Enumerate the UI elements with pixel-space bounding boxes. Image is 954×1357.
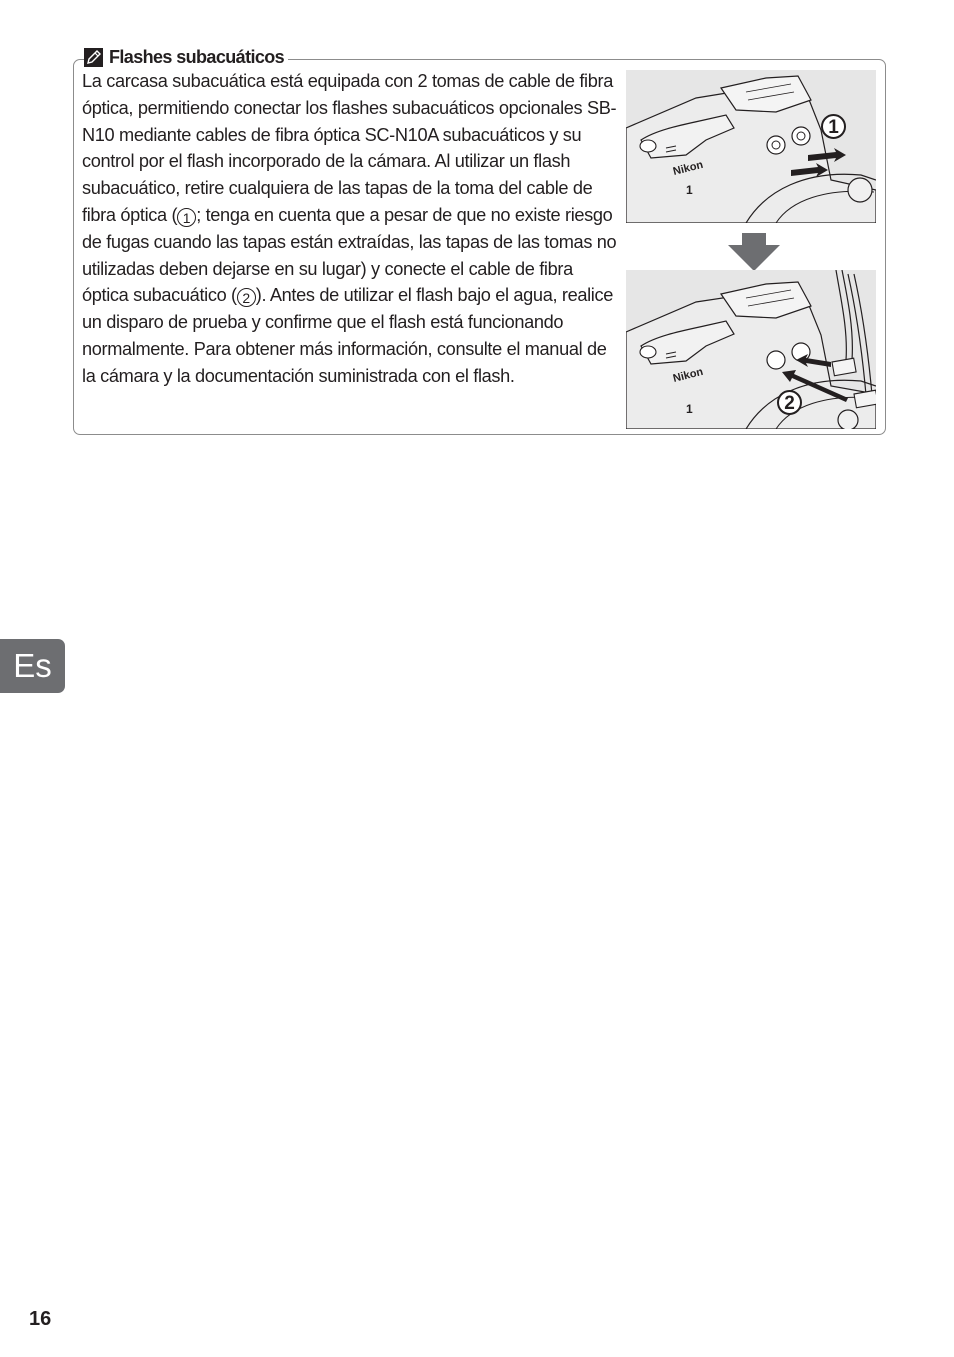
- brand-label-top: Nikon: [671, 158, 705, 178]
- note-title: Flashes subacuáticos: [109, 46, 285, 67]
- step-marker-2: 2: [777, 390, 802, 415]
- model-label-bottom: 1: [686, 402, 693, 416]
- model-label-top: 1: [686, 183, 693, 197]
- illustration-connect-cable: [626, 270, 876, 429]
- illustration-remove-cap: [626, 70, 876, 223]
- note-text-part1: La carcasa subacuática está equipada con 2 tomas de cable de fibra óptica, permitiendo conectar los flashes subacuáticos opcionales SB-N10 mediante cables de fibra óptica SC-N10A subacuáticos y su control por el flash incorporado de la cámara. Al utilizar un flash subacuático, retire cualquiera de las tapas de la toma del cable de fibra óptica (: [82, 71, 617, 225]
- camera-housing-drawing-top: [626, 70, 876, 223]
- step-marker-1: 1: [821, 114, 846, 139]
- note-body: [82, 68, 617, 390]
- arrow-down-icon: [728, 233, 780, 271]
- page-number: 16: [29, 1308, 52, 1330]
- camera-housing-drawing-bottom: [626, 270, 876, 429]
- brand-label-bottom: Nikon: [671, 365, 705, 385]
- inline-step-marker-1: 1: [177, 208, 196, 227]
- note-paragraph: [82, 68, 617, 390]
- note-text-part2: ; tenga en cuenta que a pesar de que no existe riesgo de fugas cuando las tapas están extraídas, las tapas de las tomas no utilizadas deben dejarse en su lugar) y conecte el cable de fibra óptica subacuático (: [82, 204, 617, 306]
- language-tab: Es: [0, 639, 65, 693]
- pencil-note-icon: [84, 48, 103, 67]
- note-text-part3: ). Antes de utilizar el flash bajo el agua, realice un disparo de prueba y confirme que el flash está funcionando normalmente. Para obtener más información, consulte el manual de la cámara y la documentación suministrada con el flash.: [82, 285, 613, 386]
- inline-step-marker-2: 2: [237, 288, 256, 307]
- note-heading: [84, 45, 288, 69]
